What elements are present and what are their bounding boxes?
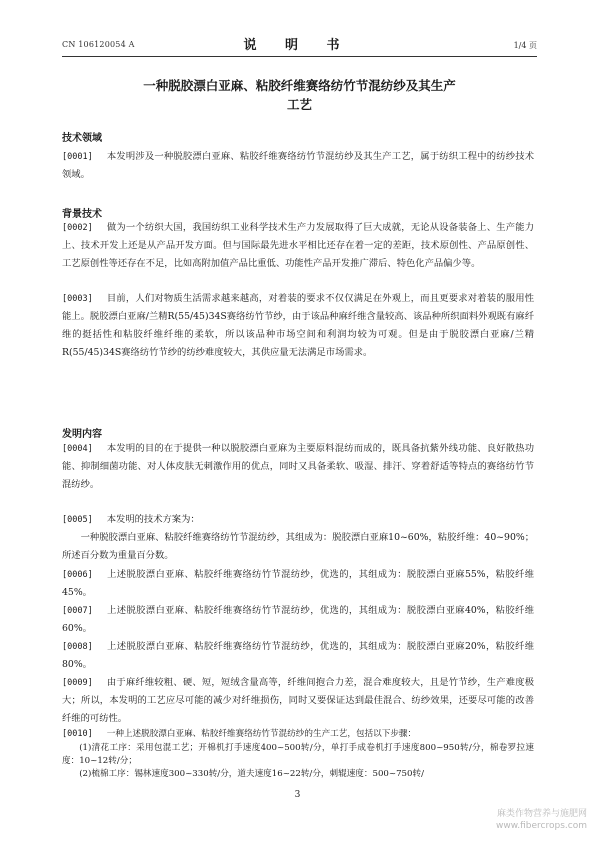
paragraph-number: [0007] [62,606,93,616]
paragraph-text: 一种上述脱胶漂白亚麻、粘胶纤维赛络纺竹节混纺纱的生产工艺，包括以下步骤： [106,729,417,739]
section-summary: 发明内容 [62,429,102,440]
doc-number: CN 106120054 A [62,40,135,49]
header-divider [62,56,537,57]
paragraph-number: [0006] [62,570,93,580]
paragraph-0002 [62,219,534,273]
page-number: 3 [294,790,301,800]
paragraph-0005-continuation: 一种脱胶漂白亚麻、粘胶纤维赛络纺竹节混纺纱，其组成为：脱胶漂白亚麻10~60%，粘胶纤维：40~90%；所述百分数为重量百分数。 [62,532,534,561]
paragraph-0001 [62,148,534,184]
paragraph-text: 上述脱胶漂白亚麻、粘胶纤维赛络纺竹节混纺纱，优选的，其组成为：脱胶漂白亚麻40%，粘胶纤维60%。 [62,605,534,634]
paragraph-0003 [62,290,534,362]
section-heading: 说 明 书 [243,38,352,53]
step-1-cleaning: (1)清花工序：采用包混工艺；开棉机打手速度400~500转/分，单打手成卷机打手速度800~950转/分，棉卷罗拉速度：10~12转/分； [62,743,534,766]
paragraph-text: 上述脱胶漂白亚麻、粘胶纤维赛络纺竹节混纺纱，优选的，其组成为：脱胶漂白亚麻20%，粘胶纤维80%。 [62,641,534,670]
paragraph-text: 本发明的目的在于提供一种以脱胶漂白亚麻为主要原料混纺而成的，既具备抗紫外线功能、良好散热功能、抑制细菌功能、对人体皮肤无刺激作用的优点，同时又具备柔软、吸湿、排汗、穿着舒适等特点的赛络纺竹节混纺纱。 [62,443,534,490]
paragraph-number: [0003] [62,294,93,304]
paragraph-text: 做为一个纺织大国，我国纺织工业科学技术生产力发展取得了巨大成就，无论从设备装备上、生产能力上、技术开发上还是从产品开发方面。但与国际最先进水平相比还存在着一定的差距，技术原创性、产品原创性、工艺原创性等还存在不足，比如高附加值产品比重低、功能性产品开发推广滞后、特色化产品偏少等。 [62,222,534,269]
paragraph-number: [0001] [62,152,93,162]
paragraph-number: [0009] [62,678,93,688]
paragraph-number: [0005] [62,515,93,525]
step-2-carding: (2)梳棉工序：锡林速度300~330转/分，道夫速度16~22转/分，刺辊速度：500~750转/ [79,769,424,779]
paragraph-0010 [62,728,534,741]
paragraph-number: [0002] [62,223,93,233]
paragraph-text: 上述脱胶漂白亚麻、粘胶纤维赛络纺竹节混纺纱，优选的，其组成为：脱胶漂白亚麻55%，粘胶纤维45%。 [62,569,534,598]
watermark [496,808,587,832]
paragraph-0006 [62,566,534,602]
paragraph-text: 本发明涉及一种脱胶漂白亚麻、粘胶纤维赛络纺竹节混纺纱及其生产工艺，属于纺织工程中的纺纱技术领域。 [62,151,534,180]
section-background: 背景技术 [62,209,102,220]
paragraph-0004 [62,440,534,494]
document-title [62,76,537,114]
paragraph-text: 目前，人们对物质生活需求越来越高，对着装的要求不仅仅满足在外观上，而且更要求对着装的服用性能上。脱胶漂白亚麻/兰精R(55/45)34S赛络纺竹节纱，由于该品种麻纤维含量较高、该品种所织面料外观既有麻纤维的挺括性和粘胶纤维纤维的柔软，所以该品种市场空间和利润均较为可观。但是由于脱胶漂白亚麻/兰精R(55/45)34S赛络纺竹节纱的纺纱难度较大，其供应量无法满足市场需求。 [62,293,534,358]
paragraph-0009 [62,674,534,728]
paragraph-text: 本发明的技术方案为： [106,514,200,525]
paragraph-0005 [62,511,534,529]
page-indicator: 1/4 页 [513,41,537,50]
section-technical-field: 技术领域 [62,133,102,144]
watermark-line-1: 麻类作物营养与施肥网 [496,809,587,819]
paragraph-number: [0008] [62,642,93,652]
watermark-line-2: www.fibercrops.com [496,821,587,831]
paragraph-0008 [62,638,534,674]
paragraph-number: [0010] [62,729,93,739]
paragraph-number: [0004] [62,444,93,454]
title-line-2: 工艺 [286,97,312,112]
title-line-1: 一种脱胶漂白亚麻、粘胶纤维赛络纺竹节混纺纱及其生产 [143,78,456,93]
paragraph-0007 [62,602,534,638]
paragraph-text: 由于麻纤维较粗、硬、短，短绒含量高等，纤维间抱合力差，混合难度较大，且是竹节纱，生产难度极大；所以，本发明的工艺应尽可能的减少对纤维损伤，同时又要保证达到最佳混合、纺纱效果，还要尽可能的改善纤维的可纺性。 [62,677,534,724]
